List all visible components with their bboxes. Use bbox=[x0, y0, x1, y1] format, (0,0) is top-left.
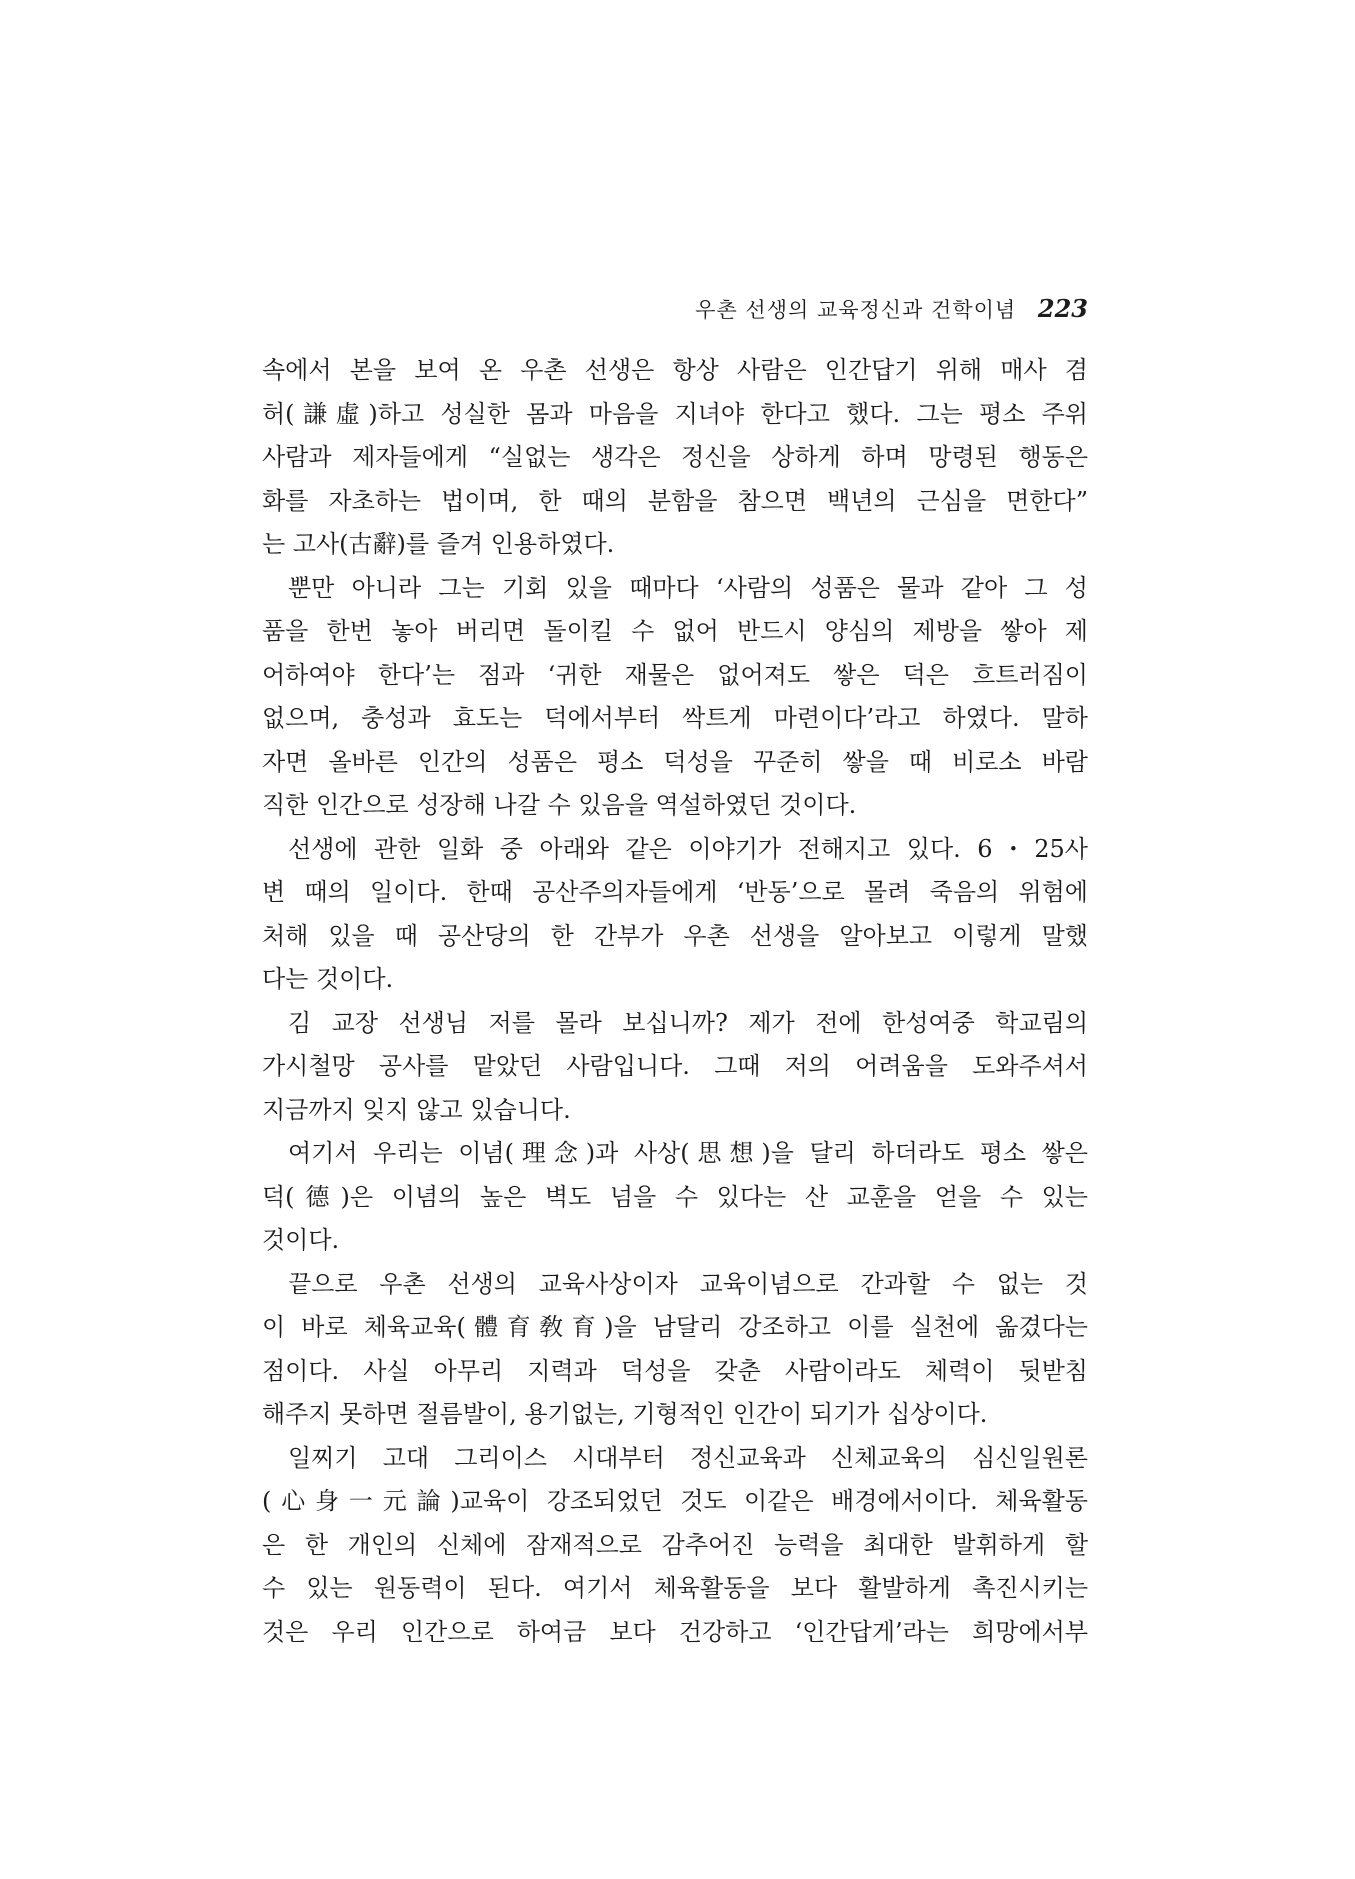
text-line: 속에서 본을 보여 온 우촌 선생은 항상 사람은 인간답기 위해 매사 겸 bbox=[262, 356, 1088, 384]
text-line: 은 한 개인의 신체에 잠재적으로 감추어진 능력을 최대한 발휘하게 할 bbox=[262, 1530, 1088, 1559]
text-line: 지금까지 잊지 않고 있습니다. bbox=[262, 1095, 571, 1124]
text-line: 해주지 못하면 절름발이, 용기없는, 기형적인 인간이 되기가 십상이다. bbox=[262, 1400, 988, 1428]
text-line: 변 때의 일이다. 한때 공산주의자들에게 ‘반동’으로 몰려 죽음의 위험에 bbox=[262, 878, 1088, 906]
running-header bbox=[262, 292, 1088, 327]
text-line: 김 교장 선생님 저를 몰라 보십니까? 제가 전에 한성여중 학교림의 bbox=[288, 1008, 1088, 1037]
text-line: 화를 자초하는 법이며, 한 때의 분함을 참으면 백년의 근심을 면한다” bbox=[262, 486, 1088, 515]
text-line: 가시철망 공사를 맡았던 사람입니다. 그때 저의 어려움을 도와주셔서 bbox=[262, 1052, 1088, 1080]
text-line: 다는 것이다. bbox=[262, 965, 394, 993]
text-line: 덕(德)은 이념의 높은 벽도 넘을 수 있다는 산 교훈을 얻을 수 있는 bbox=[262, 1182, 1088, 1211]
text-line: 수 있는 원동력이 된다. 여기서 체육활동을 보다 활발하게 촉진시키는 bbox=[262, 1574, 1088, 1602]
text-line: 없으며, 충성과 효도는 덕에서부터 싹트게 마련이다’라고 하였다. 말하 bbox=[262, 704, 1088, 732]
text-line: 자면 올바른 인간의 성품은 평소 덕성을 꾸준히 쌓을 때 비로소 바람 bbox=[262, 747, 1088, 776]
text-line: 이 바로 체육교육(體育敎育)을 남달리 강조하고 이를 실천에 옮겼다는 bbox=[262, 1313, 1088, 1341]
text-line: 끝으로 우촌 선생의 교육사상이자 교육이념으로 간과할 수 없는 것 bbox=[288, 1269, 1088, 1298]
chapter-title: 우촌 선생의 교육정신과 건학이념 bbox=[695, 298, 1017, 322]
text-line: 여기서 우리는 이념(理念)과 사상(思想)을 달리 하더라도 평소 쌓은 bbox=[288, 1139, 1088, 1167]
text-line: 것은 우리 인간으로 하여금 보다 건강하고 ‘인간답게’라는 희망에서부 bbox=[262, 1617, 1088, 1646]
text-line: 처해 있을 때 공산당의 한 간부가 우촌 선생을 알아보고 이렇게 말했 bbox=[262, 921, 1088, 950]
text-line: 허(謙虛)하고 성실한 몸과 마음을 지녀야 한다고 했다. 그는 평소 주위 bbox=[262, 399, 1088, 428]
text-line: 점이다. 사실 아무리 지력과 덕성을 갖춘 사람이라도 체력이 뒷받침 bbox=[262, 1356, 1088, 1385]
text-line: (心身一元論)교육이 강조되었던 것도 이같은 배경에서이다. 체육활동 bbox=[262, 1487, 1088, 1515]
text-line: 사람과 제자들에게 “실없는 생각은 정신을 상하게 하며 망령된 행동은 bbox=[262, 443, 1088, 471]
text-line: 어하여야 한다’는 점과 ‘귀한 재물은 없어져도 쌓은 덕은 흐트러짐이 bbox=[262, 660, 1088, 689]
body-text bbox=[262, 349, 1088, 1654]
text-line: 것이다. bbox=[262, 1226, 340, 1254]
text-line: 뿐만 아니라 그는 기회 있을 때마다 ‘사람의 성품은 물과 같아 그 성 bbox=[288, 573, 1088, 602]
text-line: 일찌기 고대 그리이스 시대부터 정신교육과 신체교육의 심신일원론 bbox=[288, 1443, 1088, 1472]
text-line: 는 고사(古辭)를 즐겨 인용하였다. bbox=[262, 530, 615, 558]
text-line: 선생에 관한 일화 중 아래와 같은 이야기가 전해지고 있다. 6・25사 bbox=[288, 834, 1088, 863]
page-number: 223 bbox=[1037, 294, 1088, 323]
text-line: 직한 인간으로 성장해 나갈 수 있음을 역설하였던 것이다. bbox=[262, 791, 857, 819]
text-line: 품을 한번 놓아 버리면 돌이킬 수 없어 반드시 양심의 제방을 쌓아 제 bbox=[262, 617, 1088, 645]
